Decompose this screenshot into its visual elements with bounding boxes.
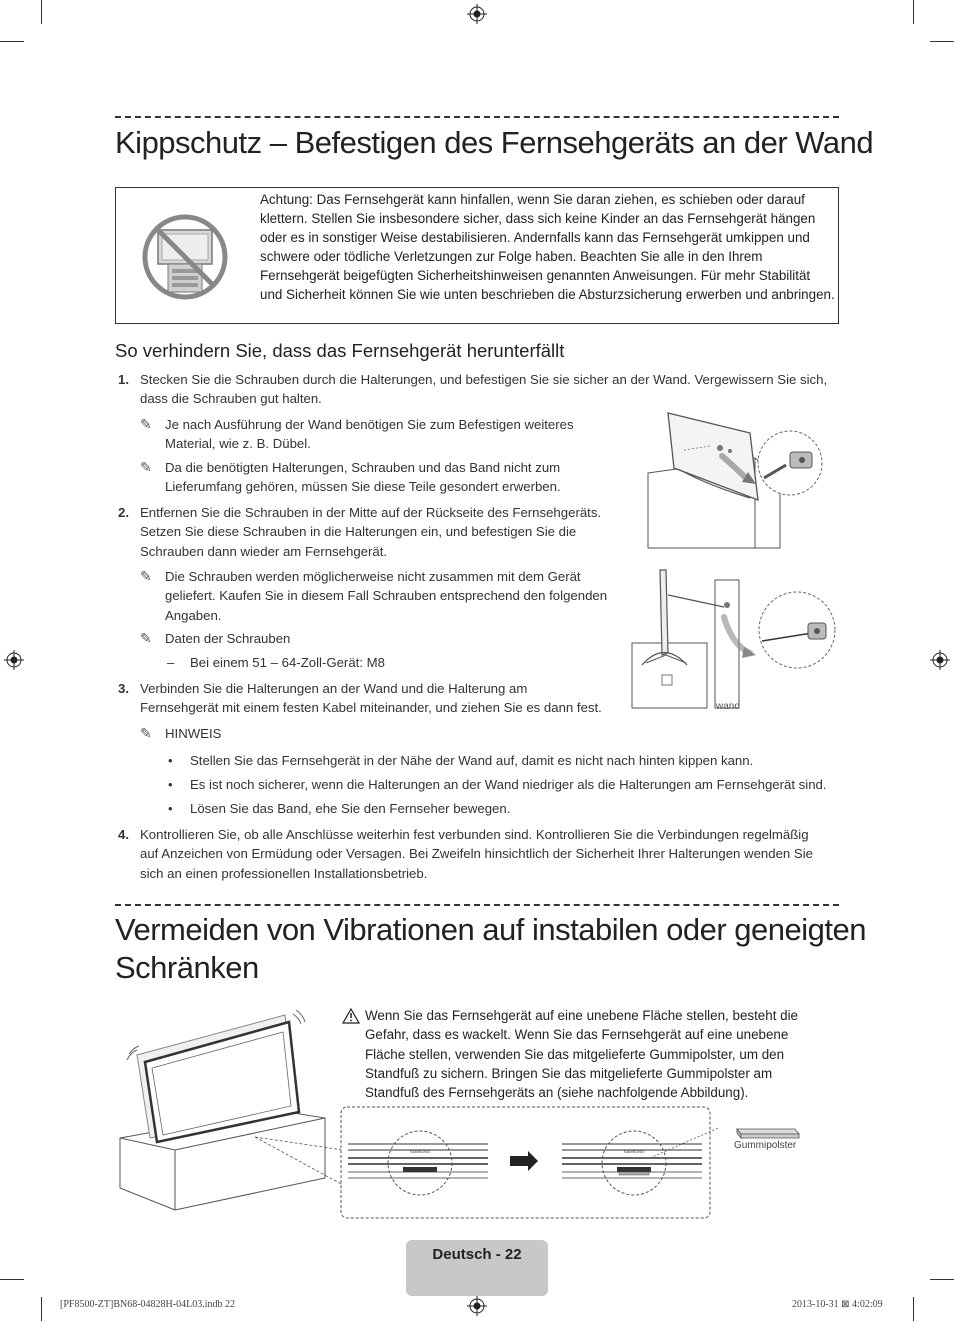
rubber-pad-icon — [735, 1126, 801, 1140]
note-icon: ✎ — [140, 725, 152, 741]
note-icon: ✎ — [140, 630, 152, 646]
section-divider — [115, 904, 839, 906]
step-text: Entfernen Sie die Schrauben in der Mitte auf der Rückseite des Fernsehgeräts. Setzen Sie diese Schrauben in die Halterungen ein, und befestigen Sie die Schrauben dann wieder am Fernsehgerät. — [140, 505, 602, 559]
note-text: Da die benötigten Halterungen, Schrauben und das Band nicht zum Lieferumfang gehören, müssen Sie diese Teile gesondert erwerben. — [165, 460, 561, 495]
note-icon: ✎ — [140, 416, 152, 432]
crop-mark — [913, 0, 914, 24]
crop-mark — [41, 0, 42, 24]
subsection-title: So verhindern Sie, dass das Fernsehgerät herunterfällt — [115, 340, 565, 361]
vibration-warning-text: Wenn Sie das Fernsehgerät auf eine unebene Fläche stellen, besteht die Gefahr, dass es wackelt. Wenn Sie das Fernsehgerät auf eine unebene Fläche stellen, verwenden Sie das mitgelieferte Gummipolster, um den Standfuß zu sichern. Bringen Sie das mitgelieferte Gummipolster am Standfuß des Fernsehgeräts an (siehe nachfolgende Abbildung). — [365, 1008, 799, 1101]
tv-on-cabinet-illustration — [115, 1010, 330, 1210]
step-number: 4. — [118, 827, 129, 842]
crop-mark — [0, 41, 24, 42]
step-text: Stecken Sie die Schrauben durch die Halterungen, und befestigen Sie sie sicher an der Wand. Vergewissern Sie sich, dass die Schrauben gut halten. — [140, 372, 828, 407]
file-info: [PF8500-ZT]BN68-04828H-04L03.indb 22 — [60, 1299, 235, 1310]
crop-mark — [930, 41, 954, 42]
bullet-icon: • — [168, 801, 173, 816]
bullet-icon: • — [168, 753, 173, 768]
brand-logo-left: SAMSUNG — [409, 1149, 431, 1154]
no-climbing-icon — [142, 214, 228, 300]
section-title-line2: Schränken — [115, 950, 259, 985]
crop-mark — [913, 1297, 914, 1321]
warning-text: Achtung: Das Fernsehgerät kann hinfallen, wenn Sie daran ziehen, es schieben oder darauf klettern. Stellen Sie insbesondere sicher, dass sich keine Kinder an das Fernsehgerät hängen oder es in sonstiger Weise destabilisieren. Andernfalls kann das Fernsehgerät umkippen und schwere oder tödliche Verletzungen zur Folge haben. Beachten Sie alle in den Ihrem Fernsehgerät beigefügten Sicherheitshinweisen genannten Anweisungen. Für mehr Stabilität und Sicherheit können Sie wie unten beschrieben die Absturzsicherung erwerben und anbringen. — [260, 192, 835, 302]
note-icon: ✎ — [140, 568, 152, 584]
bullet-icon: • — [168, 777, 173, 792]
section-title-line1: Vermeiden von Vibrationen auf instabilen oder geneigten — [115, 912, 866, 947]
page-number: Deutsch - 22 — [432, 1246, 522, 1263]
crop-mark — [0, 1279, 24, 1280]
registration-mark-icon — [4, 650, 24, 670]
rubber-pad-detail — [340, 1106, 712, 1220]
bullet-text: Lösen Sie das Band, ehe Sie den Fernseher bewegen. — [190, 801, 511, 816]
screw-spec: Bei einem 51 – 64-Zoll-Gerät: M8 — [190, 655, 385, 670]
brand-logo-right: SAMSUNG — [623, 1149, 645, 1154]
step-number: 2. — [118, 505, 129, 520]
section-title: Kippschutz – Befestigen des Fernsehgeräts an der Wand — [115, 125, 874, 160]
registration-mark-icon — [467, 1296, 487, 1316]
pad-label: Gummipolster — [734, 1140, 797, 1151]
dash-marker: – — [167, 655, 175, 670]
note-text: Je nach Ausführung der Wand benötigen Sie zum Befestigen weiteres Material, wie z. B. Dübel. — [165, 417, 574, 452]
warning-triangle-icon — [342, 1008, 360, 1024]
section-divider — [115, 116, 839, 118]
tv-bracket-illustration — [640, 408, 840, 553]
registration-mark-icon — [467, 4, 487, 24]
tv-wall-cable-illustration — [632, 565, 842, 710]
step-number: 1. — [118, 372, 129, 387]
page-number-tab — [406, 1240, 548, 1296]
wall-label: wand — [716, 701, 740, 712]
step-text: Kontrollieren Sie, ob alle Anschlüsse weiterhin fest verbunden sind. Kontrollieren Sie die Verbindungen regelmäßig auf Anzeichen von Ermüdung oder Versagen. Bei Zweifeln hinsichtlich der Sicherheit Ihrer Halterungen wenden Sie sich an einen professionellen Installationsbetrieb. — [140, 827, 813, 881]
note-text: Daten der Schrauben — [165, 631, 291, 646]
registration-mark-icon — [930, 650, 950, 670]
step-number: 3. — [118, 681, 129, 696]
bullet-text: Es ist noch sicherer, wenn die Halterungen an der Wand niedriger als die Halterungen am Fernsehgerät sind. — [190, 777, 827, 792]
note-icon: ✎ — [140, 459, 152, 475]
crop-mark — [930, 1279, 954, 1280]
warning-box — [115, 187, 839, 324]
note-text: Die Schrauben werden möglicherweise nicht zusammen mit dem Gerät geliefert. Kaufen Sie in diesem Fall Schrauben entsprechend den folgenden Angaben. — [165, 569, 608, 623]
step-text: Verbinden Sie die Halterungen an der Wand und die Halterung am Fernsehgerät mit einem festen Kabel miteinander, und ziehen Sie es dann fest. — [140, 681, 602, 716]
print-date: 2013-10-31 ⊠ 4:02:09 — [792, 1299, 883, 1310]
note-text: HINWEIS — [165, 726, 222, 741]
crop-mark — [41, 1297, 42, 1321]
bullet-text: Stellen Sie das Fernsehgerät in der Nähe der Wand auf, damit es nicht nach hinten kippen kann. — [190, 753, 754, 768]
